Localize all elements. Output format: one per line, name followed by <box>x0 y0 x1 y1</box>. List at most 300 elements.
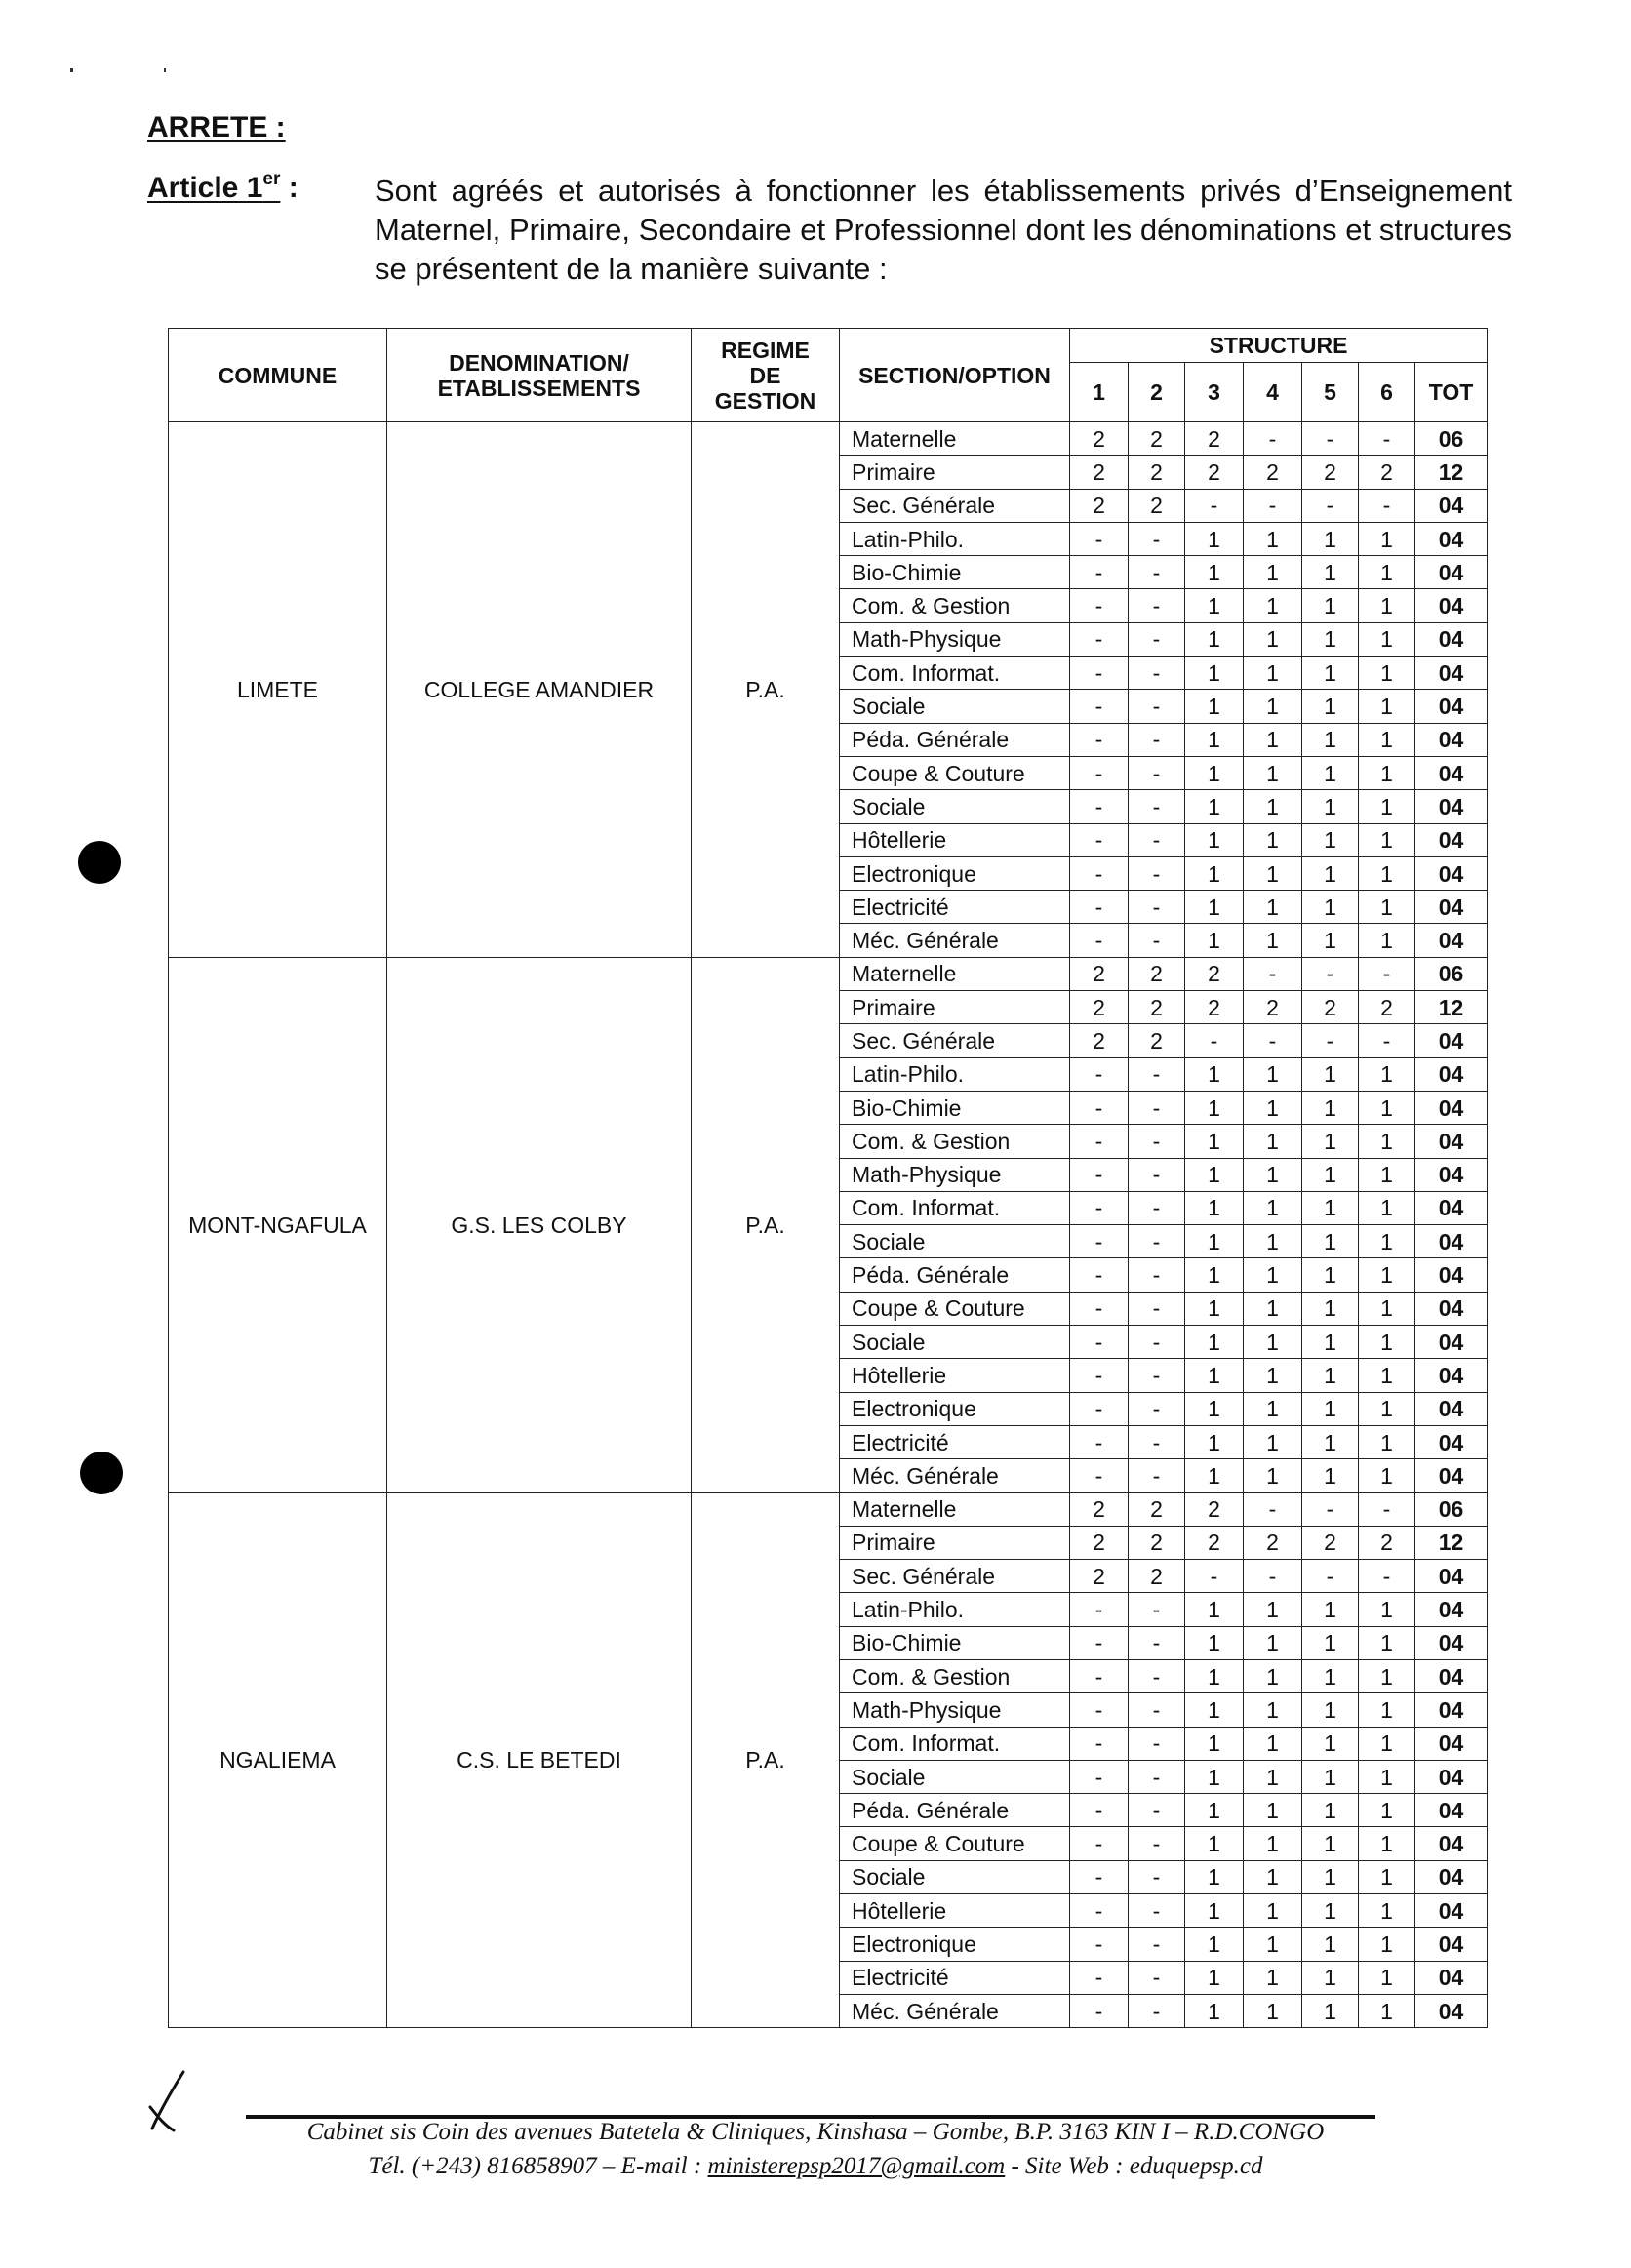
cell-structure-value: 1 <box>1244 1125 1302 1158</box>
cell-structure-value: 1 <box>1185 1125 1244 1158</box>
cell-structure-value: 1 <box>1359 522 1415 555</box>
cell-structure-value: 1 <box>1302 1158 1359 1191</box>
cell-structure-value: 1 <box>1244 1693 1302 1727</box>
cell-total: 04 <box>1415 1860 1488 1893</box>
cell-structure-value: 1 <box>1244 891 1302 924</box>
cell-structure-value: - <box>1070 1125 1129 1158</box>
cell-structure-value: - <box>1129 924 1185 957</box>
cell-structure-value: 1 <box>1359 1894 1415 1928</box>
cell-structure-value: 1 <box>1359 1827 1415 1860</box>
cell-structure-value: 1 <box>1244 1659 1302 1692</box>
cell-structure-value: - <box>1070 1860 1129 1893</box>
cell-section: Latin-Philo. <box>840 522 1070 555</box>
cell-structure-value: 1 <box>1359 1659 1415 1692</box>
cell-structure-value: 2 <box>1129 489 1185 522</box>
cell-section: Com. & Gestion <box>840 1659 1070 1692</box>
cell-section: Coupe & Couture <box>840 1292 1070 1325</box>
cell-structure-value: 1 <box>1244 1727 1302 1760</box>
cell-structure-value: 1 <box>1244 723 1302 756</box>
cell-structure-value: 1 <box>1185 1928 1244 1961</box>
cell-structure-value: - <box>1244 957 1302 990</box>
cell-structure-value: - <box>1244 422 1302 456</box>
cell-structure-value: 1 <box>1302 657 1359 690</box>
cell-structure-value: 1 <box>1359 556 1415 589</box>
cell-structure-value: - <box>1302 1024 1359 1057</box>
cell-structure-value: - <box>1070 1091 1129 1124</box>
cell-section: Bio-Chimie <box>840 556 1070 589</box>
cell-regime: P.A. <box>692 957 840 1492</box>
heading-arrete: ARRETE : <box>147 111 286 143</box>
cell-structure-value: - <box>1070 1693 1129 1727</box>
cell-structure-value: 1 <box>1302 1928 1359 1961</box>
cell-structure-value: 1 <box>1302 1359 1359 1392</box>
cell-total: 04 <box>1415 1125 1488 1158</box>
cell-total: 04 <box>1415 622 1488 656</box>
cell-structure-value: - <box>1070 522 1129 555</box>
cell-structure-value: - <box>1070 1158 1129 1191</box>
cell-structure-value: 1 <box>1185 1860 1244 1893</box>
cell-structure-value: - <box>1302 957 1359 990</box>
cell-structure-value: 1 <box>1359 1425 1415 1458</box>
cell-section: Electronique <box>840 856 1070 890</box>
cell-structure-value: 1 <box>1244 756 1302 789</box>
cell-structure-value: 1 <box>1185 891 1244 924</box>
cell-structure-value: 1 <box>1185 790 1244 823</box>
cell-structure-value: - <box>1070 556 1129 589</box>
cell-structure-value: 1 <box>1359 589 1415 622</box>
cell-structure-value: 1 <box>1359 1392 1415 1425</box>
cell-section: Sociale <box>840 690 1070 723</box>
header-col-6: 6 <box>1359 363 1415 422</box>
cell-total: 04 <box>1415 1894 1488 1928</box>
cell-structure-value: 1 <box>1302 1292 1359 1325</box>
header-col-5: 5 <box>1302 363 1359 422</box>
cell-structure-value: 1 <box>1359 1258 1415 1292</box>
cell-total: 04 <box>1415 1359 1488 1392</box>
cell-structure-value: - <box>1070 1659 1129 1692</box>
cell-total: 06 <box>1415 1492 1488 1526</box>
cell-structure-value: 1 <box>1359 1359 1415 1392</box>
cell-section: Com. Informat. <box>840 1191 1070 1224</box>
cell-structure-value: - <box>1070 1626 1129 1659</box>
cell-structure-value: - <box>1129 1961 1185 1994</box>
cell-structure-value: 1 <box>1359 1961 1415 1994</box>
cell-structure-value: - <box>1185 489 1244 522</box>
cell-structure-value: - <box>1359 1024 1415 1057</box>
cell-section: Com. & Gestion <box>840 1125 1070 1158</box>
cell-structure-value: 1 <box>1185 690 1244 723</box>
cell-total: 04 <box>1415 522 1488 555</box>
cell-structure-value: - <box>1129 1392 1185 1425</box>
cell-structure-value: 1 <box>1302 589 1359 622</box>
cell-section: Péda. Générale <box>840 723 1070 756</box>
cell-total: 04 <box>1415 489 1488 522</box>
header-col-1: 1 <box>1070 363 1129 422</box>
table-body <box>169 422 1488 2028</box>
cell-structure-value: 1 <box>1359 1292 1415 1325</box>
cell-structure-value: 2 <box>1129 422 1185 456</box>
cell-structure-value: 1 <box>1185 1659 1244 1692</box>
cell-structure-value: 1 <box>1244 1994 1302 2027</box>
cell-section: Maternelle <box>840 1492 1070 1526</box>
cell-section: Hôtellerie <box>840 823 1070 856</box>
cell-structure-value: 1 <box>1302 723 1359 756</box>
cell-structure-value: 1 <box>1359 1693 1415 1727</box>
header-regime: REGIME DE GESTION <box>692 329 840 422</box>
cell-section: Bio-Chimie <box>840 1626 1070 1659</box>
cell-structure-value: 1 <box>1244 1928 1302 1961</box>
cell-structure-value: 1 <box>1302 1860 1359 1893</box>
cell-structure-value: 1 <box>1244 1860 1302 1893</box>
cell-structure-value: - <box>1129 1326 1185 1359</box>
cell-section: Bio-Chimie <box>840 1091 1070 1124</box>
cell-structure-value: - <box>1129 723 1185 756</box>
article-text: Sont agréés et autorisés à fonctionner les établissements privés d’Enseignement Maternel, Primaire, Secondaire et Professionnel dont les dénominations et structures se présentent de la manière suivante : <box>375 174 1512 286</box>
cell-structure-value: - <box>1070 1961 1129 1994</box>
cell-total: 04 <box>1415 1827 1488 1860</box>
header-col-tot: TOT <box>1415 363 1488 422</box>
cell-structure-value: - <box>1129 1091 1185 1124</box>
cell-structure-value: - <box>1359 1560 1415 1593</box>
cell-structure-value: 2 <box>1070 1526 1129 1559</box>
cell-structure-value: - <box>1129 756 1185 789</box>
cell-structure-value: 2 <box>1302 991 1359 1024</box>
cell-structure-value: - <box>1070 690 1129 723</box>
cell-section: Com. & Gestion <box>840 589 1070 622</box>
establishments-table <box>168 328 1488 2028</box>
cell-structure-value: - <box>1129 1794 1185 1827</box>
cell-structure-value: - <box>1070 1827 1129 1860</box>
cell-structure-value: 1 <box>1185 823 1244 856</box>
cell-section: Sociale <box>840 1225 1070 1258</box>
cell-structure-value: 1 <box>1359 891 1415 924</box>
cell-structure-value: 1 <box>1185 1593 1244 1626</box>
cell-structure-value: 1 <box>1244 657 1302 690</box>
cell-total: 04 <box>1415 1560 1488 1593</box>
cell-structure-value: - <box>1129 1593 1185 1626</box>
binder-hole-icon <box>78 841 121 884</box>
cell-structure-value: - <box>1129 1760 1185 1793</box>
cell-structure-value: 1 <box>1302 924 1359 957</box>
cell-structure-value: 2 <box>1129 1492 1185 1526</box>
cell-structure-value: - <box>1129 1292 1185 1325</box>
cell-structure-value: - <box>1070 1225 1129 1258</box>
cell-structure-value: 1 <box>1244 856 1302 890</box>
cell-section: Electricité <box>840 1425 1070 1458</box>
cell-structure-value: - <box>1129 1860 1185 1893</box>
cell-structure-value: 2 <box>1185 1526 1244 1559</box>
footer-address: Cabinet sis Coin des avenues Batetela & Cliniques, Kinshasa – Gombe, B.P. 3163 KIN I – R.D.CONGO <box>306 2119 1325 2145</box>
cell-structure-value: 1 <box>1185 622 1244 656</box>
cell-structure-value: - <box>1070 1727 1129 1760</box>
cell-structure-value: 2 <box>1070 422 1129 456</box>
cell-structure-value: 1 <box>1244 1057 1302 1091</box>
cell-structure-value: 2 <box>1185 456 1244 489</box>
cell-total: 04 <box>1415 556 1488 589</box>
cell-total: 04 <box>1415 924 1488 957</box>
cell-structure-value: 2 <box>1070 489 1129 522</box>
cell-structure-value: 1 <box>1359 1794 1415 1827</box>
cell-structure-value: 2 <box>1185 991 1244 1024</box>
cell-structure-value: 1 <box>1302 1760 1359 1793</box>
cell-structure-value: - <box>1070 1425 1129 1458</box>
cell-structure-value: 2 <box>1070 957 1129 990</box>
cell-total: 04 <box>1415 1760 1488 1793</box>
cell-structure-value: 1 <box>1244 1091 1302 1124</box>
cell-commune: NGALIEMA <box>169 1492 387 2028</box>
cell-structure-value: 2 <box>1359 991 1415 1024</box>
cell-structure-value: 1 <box>1302 790 1359 823</box>
cell-total: 04 <box>1415 1593 1488 1626</box>
cell-structure-value: 2 <box>1129 1560 1185 1593</box>
cell-structure-value: - <box>1129 856 1185 890</box>
cell-structure-value: - <box>1129 790 1185 823</box>
cell-structure-value: - <box>1129 589 1185 622</box>
cell-structure-value: 1 <box>1244 522 1302 555</box>
cell-structure-value: 1 <box>1185 1794 1244 1827</box>
cell-section: Sociale <box>840 1760 1070 1793</box>
cell-structure-value: 2 <box>1244 991 1302 1024</box>
cell-structure-value: - <box>1129 1994 1185 2027</box>
binder-hole-icon <box>80 1452 123 1494</box>
cell-structure-value: 1 <box>1302 1727 1359 1760</box>
scan-speck <box>70 68 73 72</box>
cell-structure-value: 1 <box>1185 1425 1244 1458</box>
cell-structure-value: 1 <box>1302 1392 1359 1425</box>
cell-structure-value: - <box>1070 756 1129 789</box>
cell-structure-value: 1 <box>1302 1994 1359 2027</box>
cell-structure-value: 1 <box>1244 1626 1302 1659</box>
cell-total: 04 <box>1415 1659 1488 1692</box>
cell-section: Primaire <box>840 1526 1070 1559</box>
cell-structure-value: 1 <box>1185 556 1244 589</box>
cell-structure-value: - <box>1070 1994 1129 2027</box>
cell-structure-value: 1 <box>1359 1626 1415 1659</box>
cell-section: Sec. Générale <box>840 1024 1070 1057</box>
cell-structure-value: - <box>1070 589 1129 622</box>
cell-section: Sociale <box>840 1326 1070 1359</box>
cell-structure-value: 1 <box>1302 1593 1359 1626</box>
cell-structure-value: 1 <box>1359 1459 1415 1492</box>
cell-structure-value: 2 <box>1244 456 1302 489</box>
cell-structure-value: - <box>1070 1794 1129 1827</box>
cell-structure-value: 1 <box>1302 556 1359 589</box>
cell-structure-value: - <box>1129 1459 1185 1492</box>
header-col-3: 3 <box>1185 363 1244 422</box>
cell-total: 04 <box>1415 823 1488 856</box>
cell-structure-value: 1 <box>1244 1225 1302 1258</box>
cell-structure-value: 1 <box>1302 1326 1359 1359</box>
cell-structure-value: 1 <box>1185 1626 1244 1659</box>
cell-structure-value: - <box>1129 1659 1185 1692</box>
cell-structure-value: 1 <box>1244 1191 1302 1224</box>
cell-structure-value: 2 <box>1302 456 1359 489</box>
cell-section: Maternelle <box>840 957 1070 990</box>
cell-section: Sec. Générale <box>840 1560 1070 1593</box>
cell-structure-value: 2 <box>1302 1526 1359 1559</box>
cell-structure-value: - <box>1070 1057 1129 1091</box>
cell-structure-value: 1 <box>1302 1794 1359 1827</box>
cell-structure-value: 1 <box>1302 690 1359 723</box>
cell-structure-value: 2 <box>1070 1560 1129 1593</box>
cell-structure-value: 1 <box>1302 1191 1359 1224</box>
cell-section: Electricité <box>840 1961 1070 1994</box>
cell-regime: P.A. <box>692 422 840 958</box>
cell-total: 04 <box>1415 1425 1488 1458</box>
cell-structure-value: 1 <box>1302 1693 1359 1727</box>
cell-structure-value: 1 <box>1185 856 1244 890</box>
cell-structure-value: - <box>1129 891 1185 924</box>
cell-structure-value: 2 <box>1070 1492 1129 1526</box>
cell-commune: LIMETE <box>169 422 387 958</box>
cell-structure-value: 1 <box>1359 1091 1415 1124</box>
cell-total: 06 <box>1415 422 1488 456</box>
cell-section: Math-Physique <box>840 1158 1070 1191</box>
cell-structure-value: 1 <box>1302 1125 1359 1158</box>
cell-structure-value: - <box>1359 489 1415 522</box>
cell-section: Hôtellerie <box>840 1894 1070 1928</box>
cell-section: Coupe & Couture <box>840 756 1070 789</box>
cell-structure-value: 1 <box>1302 522 1359 555</box>
cell-total: 04 <box>1415 723 1488 756</box>
cell-structure-value: 1 <box>1359 1593 1415 1626</box>
cell-structure-value: - <box>1070 1292 1129 1325</box>
cell-structure-value: - <box>1070 1326 1129 1359</box>
cell-section: Electricité <box>840 891 1070 924</box>
cell-structure-value: - <box>1244 1560 1302 1593</box>
cell-structure-value: 1 <box>1359 790 1415 823</box>
cell-total: 04 <box>1415 1057 1488 1091</box>
cell-section: Sociale <box>840 1860 1070 1893</box>
cell-structure-value: 1 <box>1185 723 1244 756</box>
cell-structure-value: 1 <box>1185 1326 1244 1359</box>
cell-structure-value: 2 <box>1185 957 1244 990</box>
cell-structure-value: 1 <box>1185 756 1244 789</box>
cell-structure-value: 1 <box>1359 1057 1415 1091</box>
article-label: Article 1er : <box>147 169 298 204</box>
cell-structure-value: 2 <box>1359 1526 1415 1559</box>
cell-total: 04 <box>1415 1024 1488 1057</box>
cell-structure-value: 2 <box>1129 1526 1185 1559</box>
cell-structure-value: - <box>1129 1827 1185 1860</box>
cell-section: Primaire <box>840 991 1070 1024</box>
header-section: SECTION/OPTION <box>840 329 1070 422</box>
cell-structure-value: - <box>1359 422 1415 456</box>
cell-structure-value: 1 <box>1244 1961 1302 1994</box>
cell-section: Sociale <box>840 790 1070 823</box>
cell-structure-value: 1 <box>1359 756 1415 789</box>
cell-commune: MONT-NGAFULA <box>169 957 387 1492</box>
cell-structure-value: 1 <box>1359 723 1415 756</box>
cell-structure-value: - <box>1244 1492 1302 1526</box>
cell-section: Primaire <box>840 456 1070 489</box>
cell-structure-value: - <box>1129 622 1185 656</box>
cell-structure-value: 1 <box>1244 924 1302 957</box>
cell-total: 04 <box>1415 1693 1488 1727</box>
cell-structure-value: - <box>1129 823 1185 856</box>
cell-total: 04 <box>1415 1794 1488 1827</box>
cell-structure-value: - <box>1129 1158 1185 1191</box>
cell-structure-value: 1 <box>1359 1928 1415 1961</box>
cell-structure-value: - <box>1070 1593 1129 1626</box>
cell-structure-value: - <box>1359 1492 1415 1526</box>
footer-contact: Tél. (+243) 816858907 – E-mail : ministerepsp2017@gmail.com - Site Web : eduquepsp.cd <box>368 2153 1263 2179</box>
cell-structure-value: 1 <box>1359 823 1415 856</box>
cell-total: 04 <box>1415 1727 1488 1760</box>
cell-structure-value: 1 <box>1302 1626 1359 1659</box>
cell-total: 04 <box>1415 891 1488 924</box>
cell-total: 04 <box>1415 657 1488 690</box>
cell-structure-value: 1 <box>1185 1091 1244 1124</box>
cell-structure-value: 1 <box>1185 589 1244 622</box>
cell-structure-value: - <box>1070 657 1129 690</box>
cell-structure-value: 1 <box>1244 556 1302 589</box>
cell-structure-value: 1 <box>1185 1158 1244 1191</box>
cell-section: Coupe & Couture <box>840 1827 1070 1860</box>
cell-section: Sec. Générale <box>840 489 1070 522</box>
cell-structure-value: - <box>1129 556 1185 589</box>
cell-structure-value: 1 <box>1185 1292 1244 1325</box>
cell-structure-value: - <box>1070 1760 1129 1793</box>
cell-structure-value: - <box>1185 1024 1244 1057</box>
header-structure: STRUCTURE <box>1070 329 1488 363</box>
cell-structure-value: - <box>1070 1894 1129 1928</box>
cell-structure-value: 1 <box>1359 1125 1415 1158</box>
cell-structure-value: 1 <box>1302 1961 1359 1994</box>
footer-email[interactable]: ministerepsp2017@gmail.com <box>707 2153 1006 2179</box>
cell-structure-value: 1 <box>1244 1593 1302 1626</box>
cell-structure-value: 1 <box>1185 1827 1244 1860</box>
cell-section: Méc. Générale <box>840 1459 1070 1492</box>
cell-structure-value: 2 <box>1244 1526 1302 1559</box>
cell-structure-value: 2 <box>1129 991 1185 1024</box>
cell-structure-value: 1 <box>1302 1057 1359 1091</box>
cell-structure-value: - <box>1185 1560 1244 1593</box>
cell-structure-value: 1 <box>1185 1693 1244 1727</box>
cell-structure-value: 1 <box>1244 1359 1302 1392</box>
cell-section: Com. Informat. <box>840 1727 1070 1760</box>
cell-structure-value: 1 <box>1359 1225 1415 1258</box>
cell-structure-value: 1 <box>1359 1191 1415 1224</box>
cell-total: 04 <box>1415 1158 1488 1191</box>
cell-structure-value: - <box>1129 1693 1185 1727</box>
cell-structure-value: 1 <box>1244 690 1302 723</box>
cell-structure-value: 1 <box>1185 924 1244 957</box>
cell-structure-value: 1 <box>1302 1258 1359 1292</box>
cell-total: 06 <box>1415 957 1488 990</box>
cell-structure-value: 1 <box>1359 690 1415 723</box>
cell-section: Péda. Générale <box>840 1794 1070 1827</box>
cell-structure-value: 1 <box>1302 1425 1359 1458</box>
cell-structure-value: 1 <box>1359 924 1415 957</box>
cell-structure-value: 1 <box>1302 1459 1359 1492</box>
cell-structure-value: 2 <box>1129 1024 1185 1057</box>
cell-structure-value: 1 <box>1302 1225 1359 1258</box>
cell-structure-value: 1 <box>1185 522 1244 555</box>
cell-structure-value: 1 <box>1302 891 1359 924</box>
cell-structure-value: 2 <box>1070 991 1129 1024</box>
cell-total: 04 <box>1415 1392 1488 1425</box>
cell-section: Electronique <box>840 1928 1070 1961</box>
cell-etablissement: C.S. LE BETEDI <box>387 1492 692 2028</box>
cell-structure-value: 1 <box>1185 1258 1244 1292</box>
cell-structure-value: 2 <box>1070 1024 1129 1057</box>
cell-total: 04 <box>1415 1459 1488 1492</box>
cell-structure-value: - <box>1129 1057 1185 1091</box>
cell-structure-value: - <box>1070 790 1129 823</box>
cell-structure-value: - <box>1129 1894 1185 1928</box>
cell-structure-value: 1 <box>1302 756 1359 789</box>
